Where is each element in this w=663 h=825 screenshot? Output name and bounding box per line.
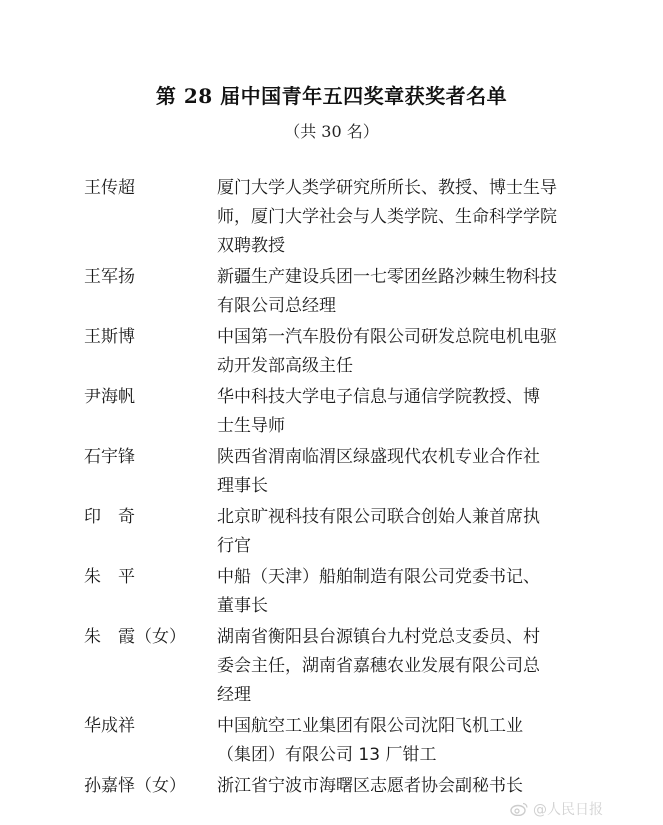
awardee-name: 孙嘉怿（女） <box>84 776 186 796</box>
awardee-description-line: 中国第一汽车股份有限公司研发总院电机电驱 <box>217 327 557 347</box>
awardee-description <box>217 503 604 561</box>
weibo-icon <box>510 802 528 816</box>
awardee-description-line: 浙江省宁波市海曙区志愿者协会副秘书长 <box>217 776 523 796</box>
awardee-description-line: 北京旷视科技有限公司联合创始人兼首席执 <box>217 507 540 527</box>
awardee-row <box>84 323 604 381</box>
awardee-description-line: 中国航空工业集团有限公司沈阳飞机工业 <box>217 716 523 736</box>
awardee-row <box>84 263 604 321</box>
awardee-name: 印 奇 <box>84 507 135 527</box>
awardee-description-line: 董事长 <box>217 596 268 616</box>
awardee-description-line: 中船（天津）船舶制造有限公司党委书记、 <box>217 567 540 587</box>
awardee-name: 石宇锋 <box>84 447 135 467</box>
awardee-row <box>84 443 604 501</box>
awardee-row <box>84 712 604 770</box>
awardee-row <box>84 772 604 801</box>
awardee-description <box>217 443 604 501</box>
awardee-description-line: 行官 <box>217 536 251 556</box>
awardee-description-line: 双聘教授 <box>217 236 285 256</box>
awardee-description-line: 陕西省渭南临渭区绿盛现代农机专业合作社 <box>217 447 540 467</box>
awardee-description <box>217 383 604 441</box>
awardee-row <box>84 563 604 621</box>
awardee-name: 王传超 <box>84 178 135 198</box>
awardee-description <box>217 623 604 710</box>
awardee-row <box>84 174 604 261</box>
awardee-name: 朱 平 <box>84 567 135 587</box>
awardee-description-line: 动开发部高级主任 <box>217 356 353 376</box>
awardee-description-line: （集团）有限公司 13 厂钳工 <box>217 745 437 765</box>
document-subtitle: （共 30 名） <box>284 122 379 141</box>
awardee-description <box>217 323 604 381</box>
awardee-description-line: 师，厦门大学社会与人类学院、生命科学学院 <box>217 207 557 227</box>
awardee-description <box>217 263 604 321</box>
awardee-name: 华成祥 <box>84 716 135 736</box>
awardee-description-line: 士生导师 <box>217 416 285 436</box>
awardee-name: 王斯博 <box>84 327 135 347</box>
awardee-description-line: 理事长 <box>217 476 268 496</box>
awardee-description <box>217 772 604 801</box>
awardee-description-line: 厦门大学人类学研究所所长、教授、博士生导 <box>217 178 557 198</box>
watermark <box>510 799 603 819</box>
awardee-description-line: 委会主任，湖南省嘉穗农业发展有限公司总 <box>217 656 540 676</box>
awardee-name: 王军扬 <box>84 267 135 287</box>
watermark-text: @人民日报 <box>533 802 603 818</box>
awardee-name: 朱 霞（女） <box>84 627 186 647</box>
awardee-row <box>84 383 604 441</box>
awardee-description-line: 华中科技大学电子信息与通信学院教授、博 <box>217 387 540 407</box>
awardee-description <box>217 174 604 261</box>
awardee-row <box>84 623 604 710</box>
awardee-name: 尹海帆 <box>84 387 135 407</box>
awardee-list <box>84 174 604 801</box>
document-title: 第 28 届中国青年五四奖章获奖者名单 <box>155 84 508 108</box>
awardee-description-line: 湖南省衡阳县台源镇台九村党总支委员、村 <box>217 627 540 647</box>
awardee-description-line: 新疆生产建设兵团一七零团丝路沙棘生物科技 <box>217 267 557 287</box>
awardee-description-line: 有限公司总经理 <box>217 296 336 316</box>
awardee-description <box>217 563 604 621</box>
awardee-description <box>217 712 604 770</box>
awardee-row <box>84 503 604 561</box>
awardee-description-line: 经理 <box>217 685 251 705</box>
